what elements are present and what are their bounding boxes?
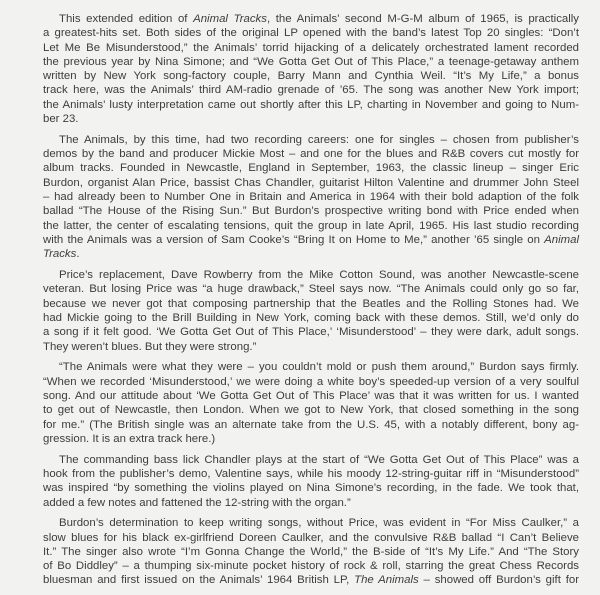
text-line: Burdon’s determination to keep writing songs, without Price, was evident in “For Miss Caulker,” a xyxy=(59,517,579,530)
text-line: was inspired “by something the violins played on Nina Simone’s recording, in the fade. We took that, xyxy=(43,482,579,495)
album-title: Tracks xyxy=(43,248,77,261)
album-title: Animal Tracks xyxy=(193,13,267,25)
text-line: song. And our attitude about ‘We Gotta Get Out of This Place’ was that it was written for us. I wanted xyxy=(43,389,579,402)
text-run: bluesman and first issued on the Animals’ 1964 British LP, xyxy=(43,574,355,587)
text-line: The commanding bass lick Chandler plays at the start of “We Gotta Get Out of This Place” was a xyxy=(59,453,579,466)
text-line: the Animals’ lusty interpretation came out shortly after this LP, charting in November and going to Num- xyxy=(43,98,579,111)
text-line: demos by the band and producer Mickie Most – and one for the blues and R&B covers cut mostly for xyxy=(43,148,579,161)
text-run: . xyxy=(76,248,80,261)
album-title: Animal xyxy=(544,233,579,246)
text-line: veteran. But losing Price was “a huge drawback,” Steel says now. “The Animals could only go so far, xyxy=(43,283,579,296)
text-line: had Mickie going to the Brill Building in New York, coming back with these demos. Still, we’d only do xyxy=(43,311,579,324)
paragraph-5 xyxy=(43,453,579,510)
text-line: for me.” (The British single was an alternate take from the U.S. 45, with a notably different, bony ag- xyxy=(43,418,579,431)
text-line: ber 23. xyxy=(43,113,79,126)
text-run: This extended edition of xyxy=(59,13,194,25)
paragraph-1 xyxy=(43,12,579,126)
text-line xyxy=(43,12,579,26)
text-line: – had already been to Number One in Britain and America in 1964 with their bold adaption of the folk xyxy=(43,191,579,204)
paragraph-6 xyxy=(43,516,579,587)
text-line: The Animals, by this time, had two recording careers: one for singles – chosen from publisher’s xyxy=(59,133,579,146)
text-line xyxy=(43,573,579,587)
text-line: It.” The singer also wrote “I’m Gonna Change the World,” the B-side of “It’s My Life.” And “The Story xyxy=(43,545,579,558)
text-line: They weren’t blues. But they were strong.” xyxy=(43,340,257,353)
text-line: “The Animals were what they were – you couldn’t mold or push them around,” Burdon says firmly. xyxy=(59,361,579,374)
text-line: because we never got that composing partnership that the Beatles and the Rolling Stones had. We xyxy=(43,297,579,310)
text-line: album tracks. Founded in Newcastle, England in September, 1963, the classic lineup – singer Eric xyxy=(43,162,579,175)
text-line: Price’s replacement, Dave Rowberry from the Mike Cotton Sound, was another Newcastle-scene xyxy=(59,269,579,282)
text-line: gression. It is an extra track here.) xyxy=(43,432,216,445)
text-line: hook from the publisher’s demo, Valentine says, while his moody 12-string-guitar riff in “Misunderstood” xyxy=(43,467,579,480)
liner-notes-text xyxy=(43,12,579,588)
text-line: slow blues for his black ex-girlfriend Doreen Caulker, and the convulsive R&B ballad “I Can’t Believe xyxy=(43,531,579,544)
text-line: added a few notes and fattened the 12-string with the organ.” xyxy=(43,496,351,509)
text-line: a song if it felt good. ‘We Gotta Get Out of This Place,’ ‘Misunderstood’ – they were dark, adult songs. xyxy=(43,326,579,339)
text-line: Let Me Be Misunderstood,” the Animals’ torrid hijacking of a delicately orchestrated lament recorded xyxy=(43,41,579,54)
text-line: the latter, the center of escalating tensions, quit the group in late April, 1965. His last studio recording xyxy=(43,219,579,232)
text-line: of Bo Diddley” – a thumping six-minute pocket history of rock & roll, starring the great Chess Records xyxy=(43,560,579,573)
text-line: the previous year by Nina Simone; and “We Gotta Get Out of This Place,” a teenage-getaway anthem xyxy=(43,55,579,68)
album-title: The Animals xyxy=(354,574,419,587)
text-run: with the Animals was a version of Sam Cooke’s “Bring It on Home to Me,” another ’65 single on xyxy=(43,233,545,246)
paragraph-3 xyxy=(43,268,579,354)
paragraph-4 xyxy=(43,360,579,446)
text-run: , the Animals’ second M-G-M album of 1965, is practically xyxy=(266,13,579,25)
text-line xyxy=(43,247,579,261)
paragraph-2 xyxy=(43,133,579,262)
text-line: ballad “The House of the Rising Sun.” But Burdon’s prospective writing bond with Price ended when xyxy=(43,205,579,218)
text-line xyxy=(43,233,579,247)
text-run: – showed off Burdon’s gift for xyxy=(418,574,580,587)
text-line: Burdon, organist Alan Price, bassist Chas Chandler, guitarist Hilton Valentine and drummer John Steel xyxy=(43,176,579,189)
text-line: track here, was the Animals’ third AM-radio grenade of ’65. The song was another New York import; xyxy=(43,84,579,97)
text-line: a greatest-hits set. Both sides of the original LP opened with the band’s latest Top 20 singles: “Don’t xyxy=(43,27,579,40)
text-line: to get out of Newcastle, then London. When we got to New York, that closed something in the song xyxy=(43,404,579,417)
text-line: “When we recorded ‘Misunderstood,’ we were doing a white boy’s speeded-up version of a very soulful xyxy=(43,375,579,388)
text-line: written by New York song-factory couple, Barry Mann and Cynthia Weil. “It’s My Life,” a bonus xyxy=(43,70,579,83)
